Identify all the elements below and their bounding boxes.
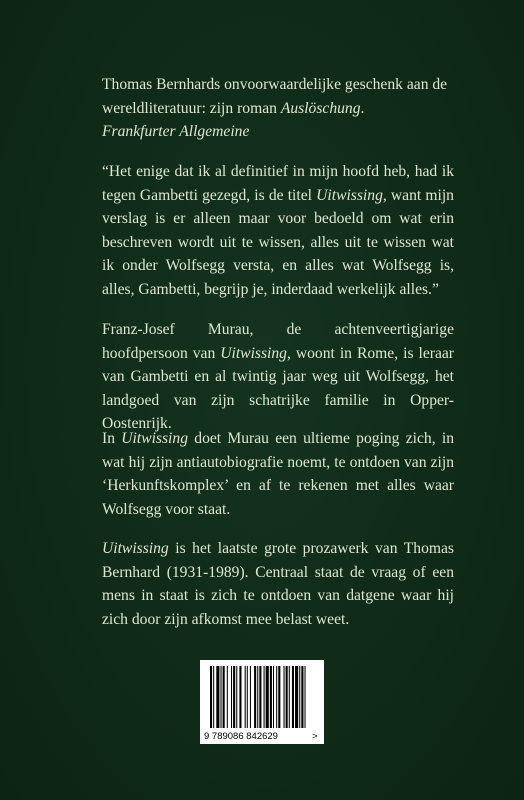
barcode-bar <box>254 666 256 728</box>
barcode-bar <box>213 666 214 728</box>
barcode-bar <box>284 666 285 728</box>
barcode-bar <box>276 666 277 728</box>
barcode-bar <box>227 666 228 728</box>
barcode-bar <box>270 666 272 728</box>
barcode-graphic <box>200 660 324 744</box>
barcode-bar <box>216 666 219 728</box>
barcode-bar <box>289 666 290 728</box>
para1-title: Uitwissing <box>220 344 287 362</box>
barcode-bar <box>239 666 241 728</box>
blurb-book-title: Auslöschung <box>280 99 361 117</box>
barcode-bar <box>295 666 298 728</box>
para1-part-1: Franz-Josef Murau, de achtenveertigjarige hoofdpersoon van <box>102 321 454 362</box>
description-paragraph-1 <box>102 318 454 436</box>
barcode-bar <box>221 666 222 728</box>
barcode-bar <box>305 666 306 728</box>
blurb-line-2-suffix: . <box>360 99 365 117</box>
blurb-line-2-prefix: wereldliteratuur: zijn roman <box>102 99 281 117</box>
description-paragraph-3 <box>102 537 454 631</box>
barcode-bar <box>250 666 251 728</box>
barcode-bar <box>210 666 212 728</box>
press-blurb <box>102 73 454 144</box>
barcode-bar <box>301 666 303 728</box>
barcode-bars <box>210 666 306 728</box>
barcode-bar <box>233 666 235 728</box>
barcode-bar <box>278 666 280 728</box>
barcode-bar <box>247 666 248 728</box>
para2-text <box>102 427 454 521</box>
barcode-bar <box>257 666 258 728</box>
barcode-bar <box>264 666 265 728</box>
para2-title: Uitwissing <box>121 430 188 447</box>
isbn-digits: 9 789086 842629 <box>204 731 278 742</box>
barcode-arrow: > <box>312 731 318 742</box>
quote-title: Uitwissing <box>316 186 383 204</box>
barcode-bar <box>286 666 288 728</box>
barcode-bar <box>223 666 225 728</box>
para1-part-2: , woont in Rome, is leraar van Gambetti en al twintig jaar weg uit Wolfsegg, het landgoed van zijn schatrijke familie in Opper-Oostenrijk. <box>102 344 454 432</box>
para3-part-2: is het laatste grote prozawerk van Thomas Bernhard (1931-1989). Centraal staat de vraag of een mens in staat is zich te ontdoen van datgene waar hij zich door zijn afkomst mee belast weet. <box>102 540 454 628</box>
para3-text <box>102 537 454 631</box>
para2-part-1: In <box>102 430 122 447</box>
barcode-bar <box>299 666 300 728</box>
quote-text <box>102 160 454 301</box>
blurb-source: Frankfurter Allgemeine <box>102 123 250 140</box>
barcode-bar <box>245 666 246 728</box>
blurb-line-1: Thomas Bernhards onvoorwaardelijke geschenk aan de <box>102 76 448 93</box>
quote-part-2: , want mijn verslag is er alleen maar voor bedoeld om wat erin beschreven wordt uit te wissen, alles uit te wissen wat ik onder Wolfsegg versta, en alles wat Wolfsegg is, alles, Gambetti, begrijp je, inderdaad werkelijk alles.” <box>102 186 454 298</box>
quote-part-1: “Het enige dat ik al definitief in mijn hoofd heb, had ik tegen Gambetti gezegd, is de titel <box>102 163 454 204</box>
isbn-barcode <box>200 660 324 744</box>
barcode-bar <box>231 666 232 728</box>
para3-title: Uitwissing <box>102 540 169 557</box>
barcode-bar <box>273 666 274 728</box>
para2-part-2: doet Murau een ultieme poging zich, in wat hij zijn antiautobiografie noemt, te ontdoen van zijn ‘Herkunftskomplex’ en af te rekenen met alles waar Wolfsegg voor staat. <box>102 430 455 518</box>
barcode-bar <box>266 666 269 728</box>
quote-paragraph <box>102 160 454 301</box>
description-paragraph-2 <box>102 427 454 521</box>
blurb-line-2 <box>102 97 454 121</box>
barcode-bar <box>259 666 261 728</box>
barcode-bar <box>292 666 294 728</box>
para1-text <box>102 318 454 436</box>
barcode-bar <box>236 666 237 728</box>
